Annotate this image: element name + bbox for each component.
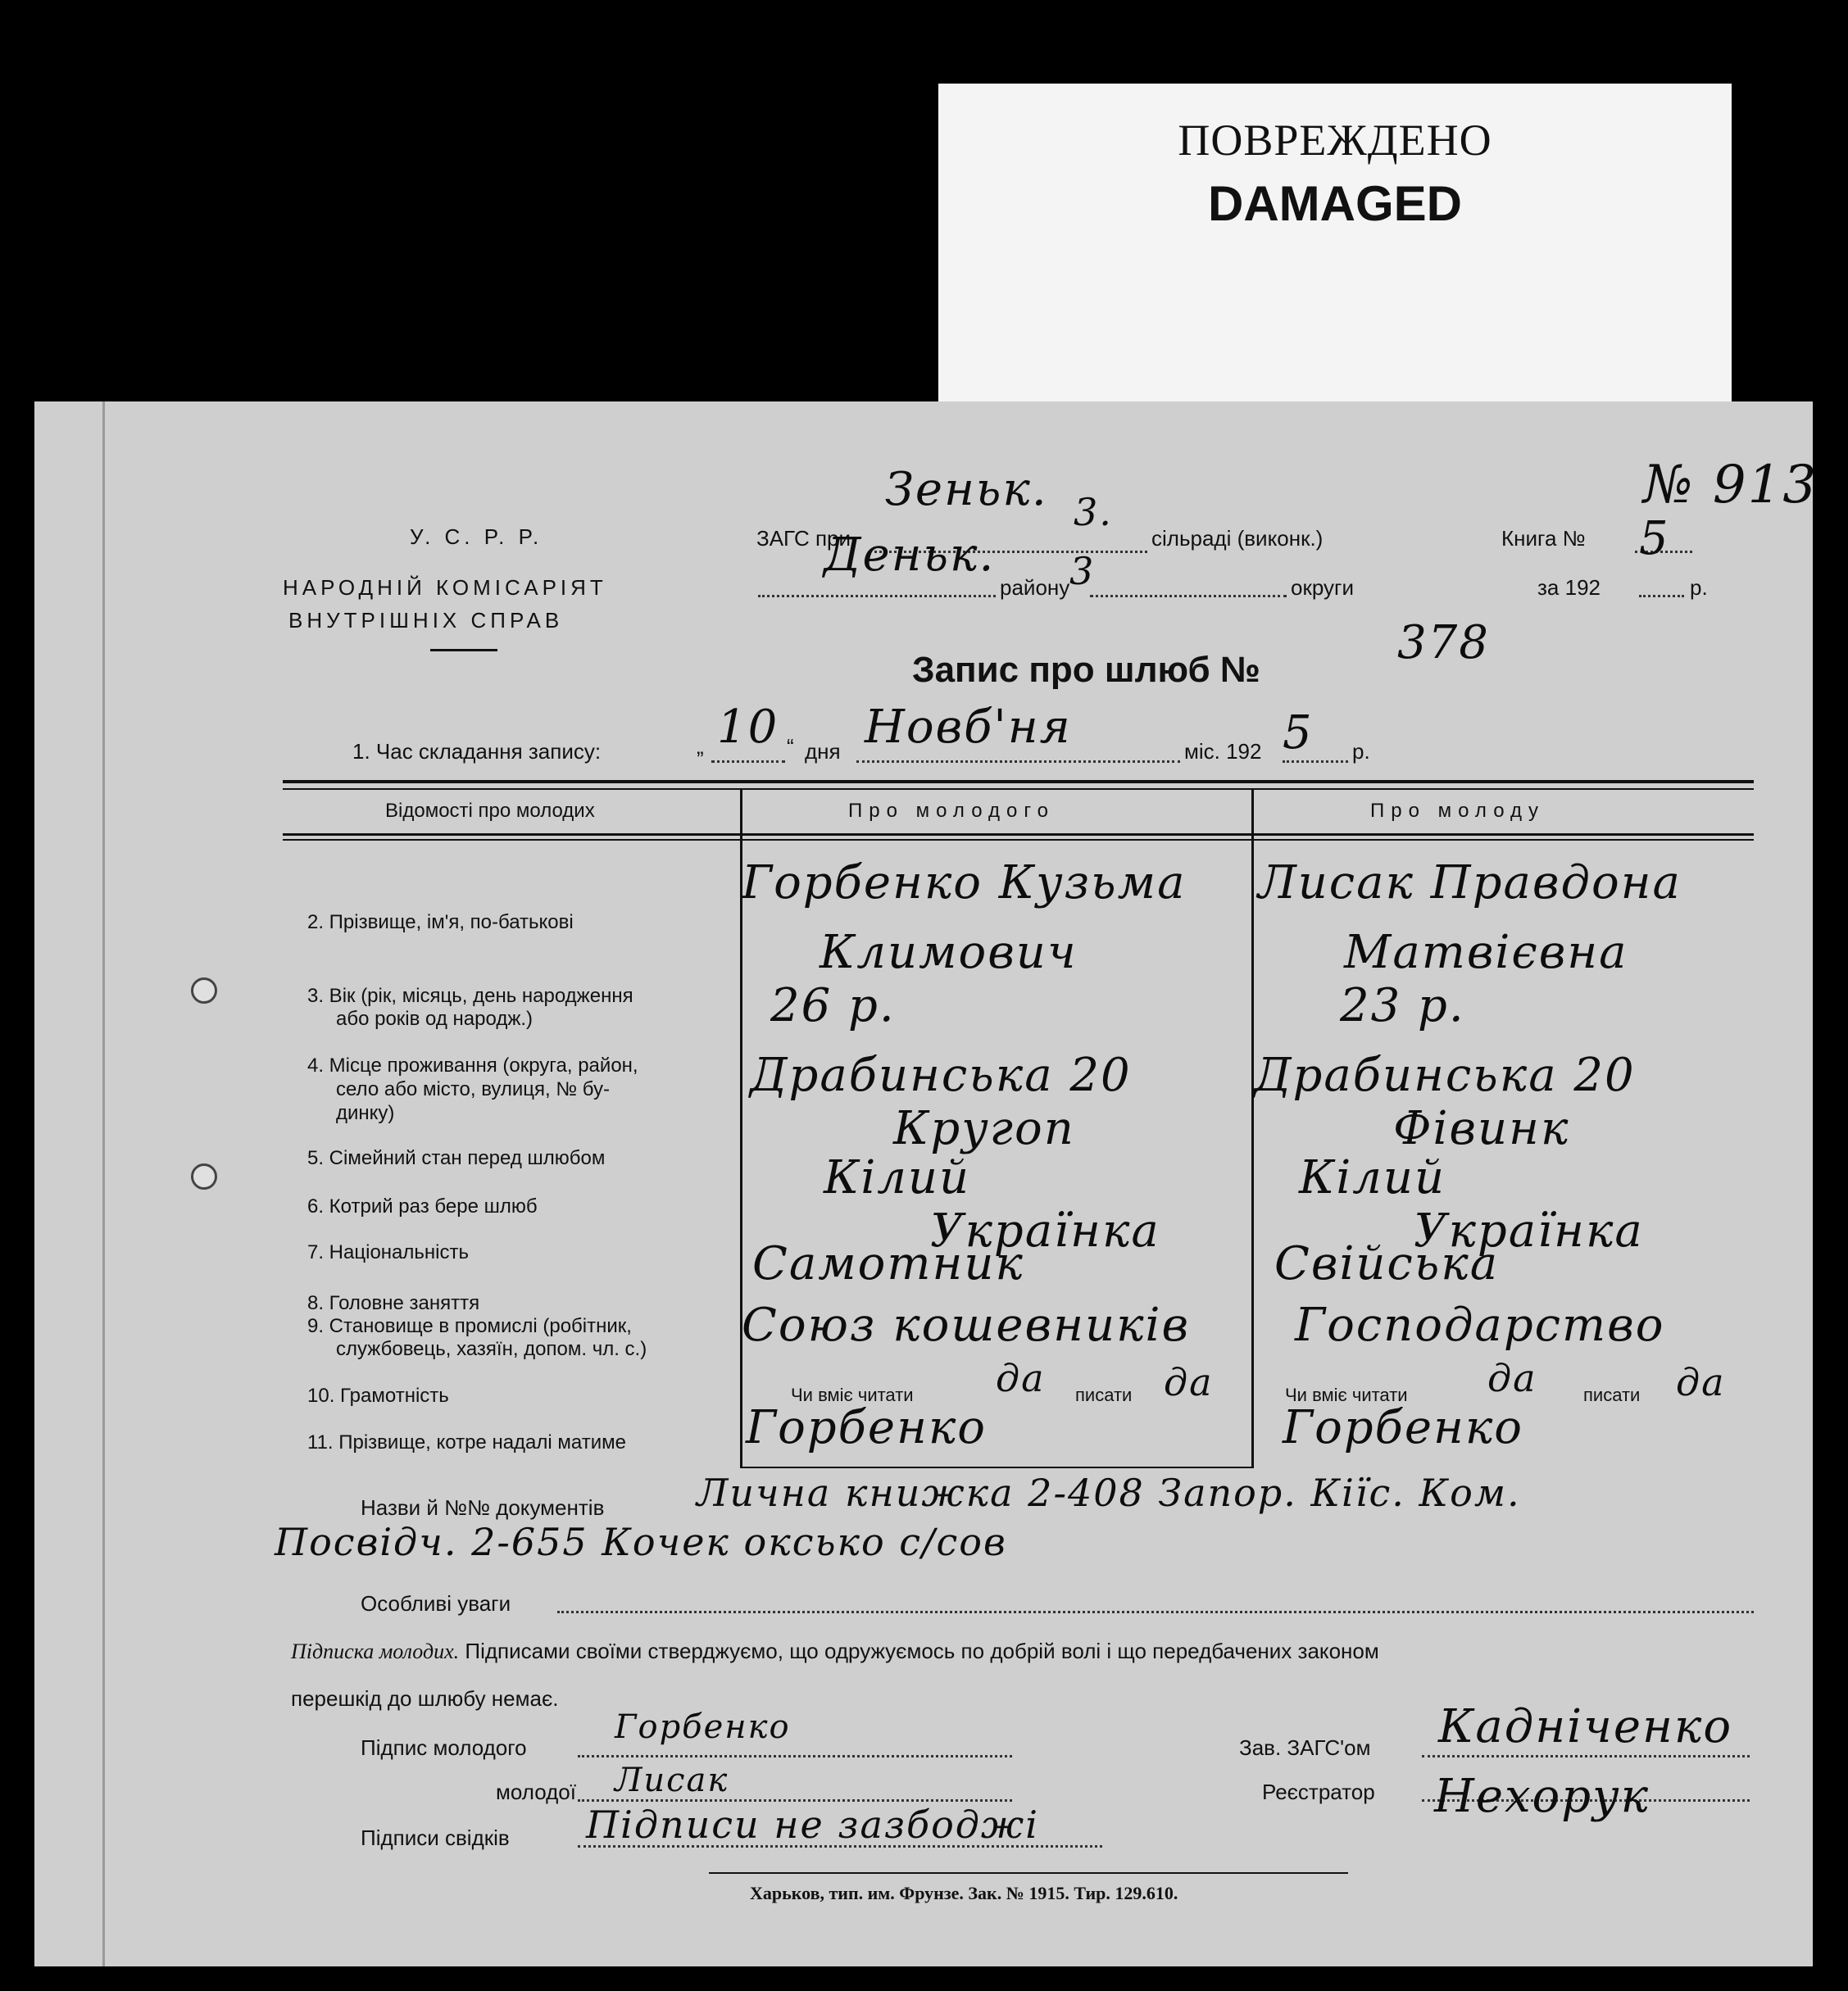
page-title: Запис про шлюб №	[912, 650, 1260, 690]
time-label: 1. Час складання запису:	[352, 739, 602, 764]
printer-imprint: Харьков, тип. им. Фрунзе. Зак. № 1915. Тир. 129.610.	[750, 1883, 1178, 1903]
handwritten-documents-1: Лична книжка 2-408 Запор. Кіїс. Ком.	[697, 1471, 1521, 1515]
handwritten-bride-write: да	[1676, 1360, 1726, 1404]
state-heading: У. С. Р. Р.	[410, 524, 543, 549]
table-bottom-rule-groom	[740, 1467, 1251, 1468]
handwritten-groom-times: Українка	[930, 1204, 1160, 1258]
time-year-line	[1283, 760, 1348, 763]
handwritten-groom-residence-1: Драбинська 20	[750, 1049, 1132, 1102]
handwritten-rayon-num: 3	[1069, 549, 1096, 593]
table-top-rule	[283, 780, 1754, 783]
year-label: за 192	[1537, 575, 1601, 600]
handwritten-bride-times: Українка	[1414, 1204, 1644, 1258]
pledge-line-1	[291, 1639, 1379, 1664]
row-label-position-2: службовець, хазяїн, допом. чл. с.)	[336, 1338, 647, 1360]
table-col-rule-2	[1251, 788, 1254, 1468]
handwritten-bride-read: да	[1487, 1356, 1537, 1400]
handwritten-month: Новб'ня	[865, 701, 1072, 754]
row-label-residence-3: динку)	[336, 1102, 395, 1124]
header-divider	[430, 649, 497, 651]
row-label-residence-2: село або місто, вулиця, № бу-	[336, 1078, 610, 1100]
zags-label: ЗАГС при	[756, 526, 851, 551]
bride-signature-label: молодої	[496, 1780, 576, 1804]
pledge-text-1: Підписами своїми стверджуємо, що одружуємось по добрій волі і що передбачених законом	[465, 1639, 1379, 1663]
handwritten-bride-name: Лисак Правдона	[1258, 856, 1682, 909]
kniga-label: Книга №	[1501, 526, 1586, 551]
binding-fold	[102, 401, 105, 1966]
row-label-age-2: або років од народж.)	[336, 1008, 534, 1030]
day-line	[711, 760, 785, 763]
witnesses-signature-label: Підписи свідків	[361, 1825, 510, 1850]
handwritten-bride-position: Господарство	[1295, 1299, 1665, 1352]
remarks-label: Особливі уваги	[361, 1591, 511, 1616]
handwritten-bride-marital: Кілий	[1299, 1151, 1446, 1204]
handwritten-head-signature: Кадніченко	[1438, 1700, 1733, 1753]
damaged-label-ru: ПОВРЕЖДЕНО	[1178, 116, 1492, 165]
row-label-nationality: 7. Національність	[307, 1241, 469, 1263]
commissariat-line-1: НАРОДНІЙ КОМІСАРІЯТ	[283, 575, 607, 600]
time-r-label: р.	[1352, 739, 1370, 764]
handwritten-silrada-num: 3.	[1074, 490, 1113, 534]
handwritten-groom-future-surname: Горбенко	[746, 1401, 988, 1454]
bride-write-label: писати	[1583, 1385, 1641, 1405]
commissariat-line-2: ВНУТРІШНІХ СПРАВ	[288, 608, 564, 633]
year-r-label: р.	[1690, 575, 1708, 600]
damaged-label-en: DAMAGED	[1208, 176, 1462, 231]
handwritten-bride-signature: Лисак	[615, 1762, 729, 1799]
okrugy-line	[1090, 595, 1287, 597]
handwritten-bride-patronymic: Матвієвна	[1344, 926, 1628, 979]
table-header-rule-thin	[283, 839, 1754, 841]
registrar-signature-label: Реєстратор	[1262, 1780, 1375, 1804]
handwritten-groom-signature: Горбенко	[615, 1708, 791, 1746]
handwritten-registrar-signature: Нехорук	[1434, 1770, 1650, 1823]
row-label-name: 2. Прізвище, ім'я, по-батькові	[307, 911, 574, 933]
handwritten-groom-occupation: Самотник	[752, 1237, 1024, 1290]
row-label-literacy: 10. Грамотність	[307, 1385, 449, 1407]
handwritten-zags-place: Зеньк.	[885, 463, 1048, 516]
day-label: дня	[805, 739, 841, 764]
handwritten-bride-occupation: Свійська	[1274, 1237, 1500, 1290]
pledge-lead: Підписка молодих.	[291, 1640, 460, 1663]
table-top-rule-thin	[283, 788, 1754, 790]
handwritten-documents-2: Посвідч. 2-655 Кочек оксько с/сов	[275, 1520, 1007, 1564]
remarks-line	[557, 1611, 1754, 1613]
silradi-label: сільраді (виконк.)	[1151, 526, 1324, 551]
handwritten-kniga-num: 5	[1639, 512, 1670, 565]
groom-signature-label: Підпис молодого	[361, 1735, 527, 1760]
row-label-marital: 5. Сімейний стан перед шлюбом	[307, 1147, 606, 1169]
rayonu-label: району	[1000, 575, 1070, 600]
handwritten-groom-age: 26 р.	[770, 979, 896, 1032]
row-label-future-surname: 11. Прізвище, котре надалі матиме	[307, 1431, 626, 1454]
handwritten-zags-place-2: Деньк.	[824, 528, 996, 582]
okrugy-label: округи	[1291, 575, 1355, 600]
month-line	[856, 760, 1180, 763]
handwritten-groom-position: Союз кошевників	[742, 1299, 1191, 1352]
handwritten-groom-read: да	[996, 1356, 1046, 1400]
handwritten-bride-residence-1: Драбинська 20	[1254, 1049, 1636, 1102]
imprint-rule	[709, 1872, 1348, 1874]
handwritten-bride-residence-2: Фівинк	[1393, 1102, 1570, 1155]
handwritten-witnesses-signature: Підписи не зазбоджі	[586, 1803, 1039, 1847]
groom-signature-line	[578, 1755, 1012, 1757]
month-label: міс. 192	[1184, 739, 1262, 764]
year-line	[1639, 595, 1684, 597]
table-header-rule	[283, 833, 1754, 836]
handwritten-groom-patronymic: Климович	[820, 926, 1078, 979]
groom-read-label: Чи вміє читати	[791, 1385, 914, 1405]
row-label-occupation: 8. Головне заняття	[307, 1292, 480, 1314]
col-header-info: Відомості про молодих	[385, 800, 595, 822]
damaged-label-card	[938, 84, 1732, 421]
pledge-text-2: перешкід до шлюбу немає.	[291, 1686, 559, 1711]
handwritten-day: 10	[717, 701, 779, 754]
handwritten-corner-number: № 913	[1643, 455, 1818, 515]
row-label-age: 3. Вік (рік, місяць, день народження	[307, 985, 633, 1007]
quote-open: „	[697, 734, 704, 759]
groom-write-label: писати	[1075, 1385, 1133, 1405]
col-header-bride: Про молоду	[1370, 800, 1546, 822]
col-header-groom: Про молодого	[848, 800, 1055, 822]
head-signature-label: Зав. ЗАГС'ом	[1239, 1735, 1371, 1760]
bride-read-label: Чи вміє читати	[1285, 1385, 1408, 1405]
row-label-times: 6. Котрий раз бере шлюб	[307, 1195, 538, 1218]
handwritten-bride-age: 23 р.	[1340, 979, 1465, 1032]
documents-label: Назви й №№ документів	[361, 1495, 605, 1520]
handwritten-groom-write: да	[1164, 1360, 1214, 1404]
row-label-residence: 4. Місце проживання (округа, район,	[307, 1054, 638, 1077]
handwritten-groom-residence-2: Кругоп	[893, 1102, 1075, 1155]
head-signature-line	[1422, 1755, 1750, 1757]
punch-hole-icon	[191, 977, 217, 1004]
handwritten-bride-future-surname: Горбенко	[1283, 1401, 1524, 1454]
row-label-position: 9. Становище в промислі (робітник,	[307, 1315, 632, 1337]
punch-hole-icon	[191, 1163, 217, 1190]
quote-close: “	[787, 734, 794, 759]
bride-signature-line	[578, 1799, 1012, 1802]
handwritten-groom-name: Горбенко Кузьма	[742, 856, 1187, 909]
handwritten-zapys-num: 378	[1397, 616, 1490, 669]
handwritten-year: 5	[1283, 706, 1314, 760]
handwritten-groom-marital: Кілий	[824, 1151, 971, 1204]
rayon-line	[758, 595, 996, 597]
